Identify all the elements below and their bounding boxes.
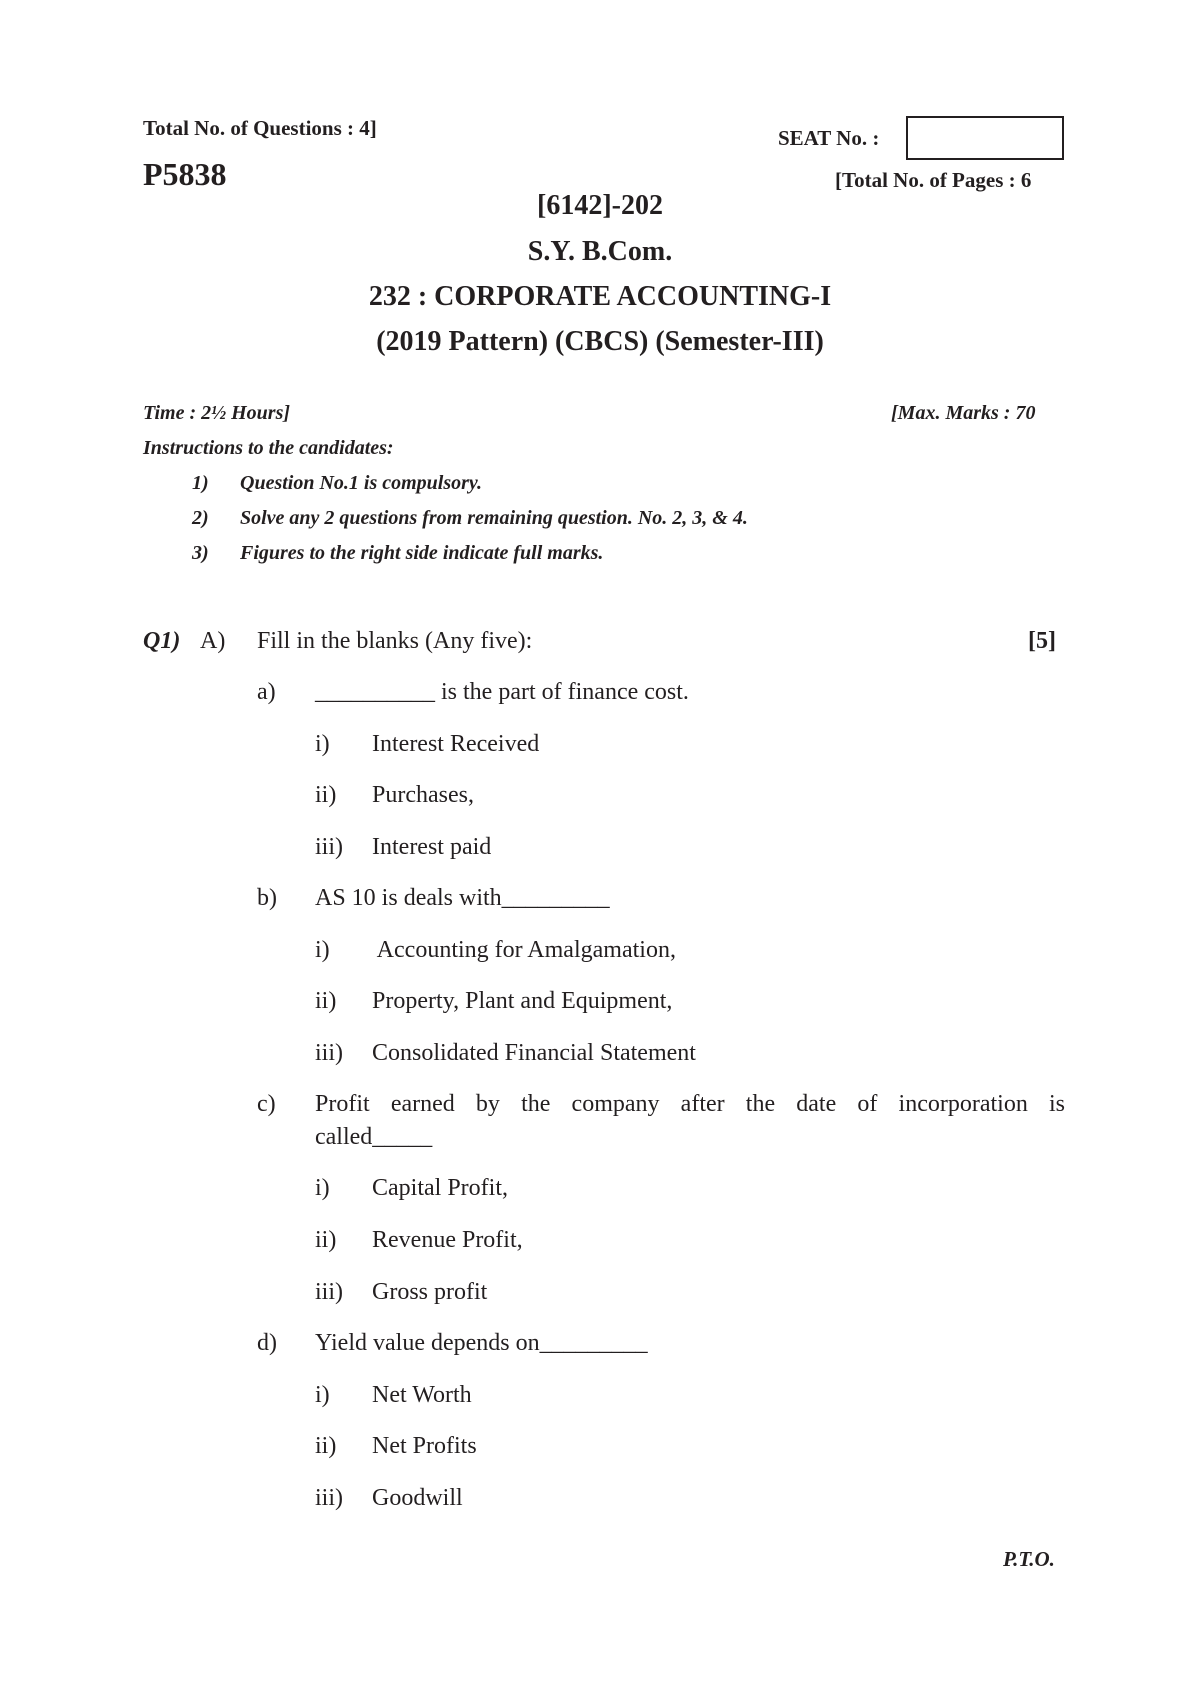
time-allowed: Time : 2½ Hours] [143,402,291,424]
item-letter: a) [257,679,276,705]
max-marks: [Max. Marks : 70 [891,402,1036,424]
subject-title: 232 : CORPORATE ACCOUNTING-I [368,281,832,312]
instruction-text: Question No.1 is compulsory. [240,472,483,494]
option-number: iii) [315,1279,343,1305]
total-questions: Total No. of Questions : 4] [143,116,377,140]
instruction-number: 2) [192,507,209,529]
option-text: Revenue Profit, [372,1227,523,1253]
option-number: i) [315,731,330,757]
exam-code: [6142]-202 [537,190,663,221]
question-label: Q1) [143,628,181,654]
option-text: Interest paid [372,834,492,860]
question-part: A) [200,628,226,654]
item-letter: c) [257,1091,276,1117]
option-number: iii) [315,834,343,860]
option-text: Gross profit [372,1279,488,1305]
course-title: S.Y. B.Com. [527,236,673,267]
item-text-line2: called_____ [315,1124,433,1150]
instruction-number: 3) [192,542,209,564]
instruction-text: Figures to the right side indicate full marks. [240,542,604,564]
seat-number-box[interactable] [906,116,1064,160]
option-text: Net Worth [372,1382,472,1408]
option-text: Capital Profit, [372,1175,508,1201]
option-number: i) [315,937,330,963]
instruction-number: 1) [192,472,209,494]
total-pages: [Total No. of Pages : 6 [835,168,1032,192]
pattern-title: (2019 Pattern) (CBCS) (Semester-III) [376,326,824,357]
item-text-line1: Profit earned by the company after the date of incorporation is [315,1091,1065,1117]
instruction-text: Solve any 2 questions from remaining question. No. 2, 3, & 4. [240,507,748,529]
option-text: Interest Received [372,731,540,757]
option-text: Property, Plant and Equipment, [372,988,673,1014]
instructions-title: Instructions to the candidates: [143,437,394,459]
paper-code: P5838 [143,156,227,192]
item-letter: b) [257,885,277,911]
option-number: iii) [315,1485,343,1511]
option-number: iii) [315,1040,343,1066]
item-text: Yield value depends on_________ [315,1330,648,1356]
option-text: Net Profits [372,1433,477,1459]
question-title: Fill in the blanks (Any five): [257,628,533,654]
pto-note: P.T.O. [1003,1547,1055,1571]
item-text: __________ is the part of finance cost. [315,679,689,705]
item-letter: d) [257,1330,277,1356]
option-number: ii) [315,782,337,808]
option-number: ii) [315,1227,337,1253]
option-text: Goodwill [372,1485,463,1511]
item-text: AS 10 is deals with_________ [315,885,610,911]
option-text: Accounting for Amalgamation, [372,937,676,963]
option-text: Consolidated Financial Statement [372,1040,696,1066]
option-number: i) [315,1175,330,1201]
option-number: ii) [315,1433,337,1459]
option-text: Purchases, [372,782,474,808]
option-number: i) [315,1382,330,1408]
option-number: ii) [315,988,337,1014]
question-marks: [5] [1028,628,1056,654]
seat-label: SEAT No. : [778,126,880,150]
